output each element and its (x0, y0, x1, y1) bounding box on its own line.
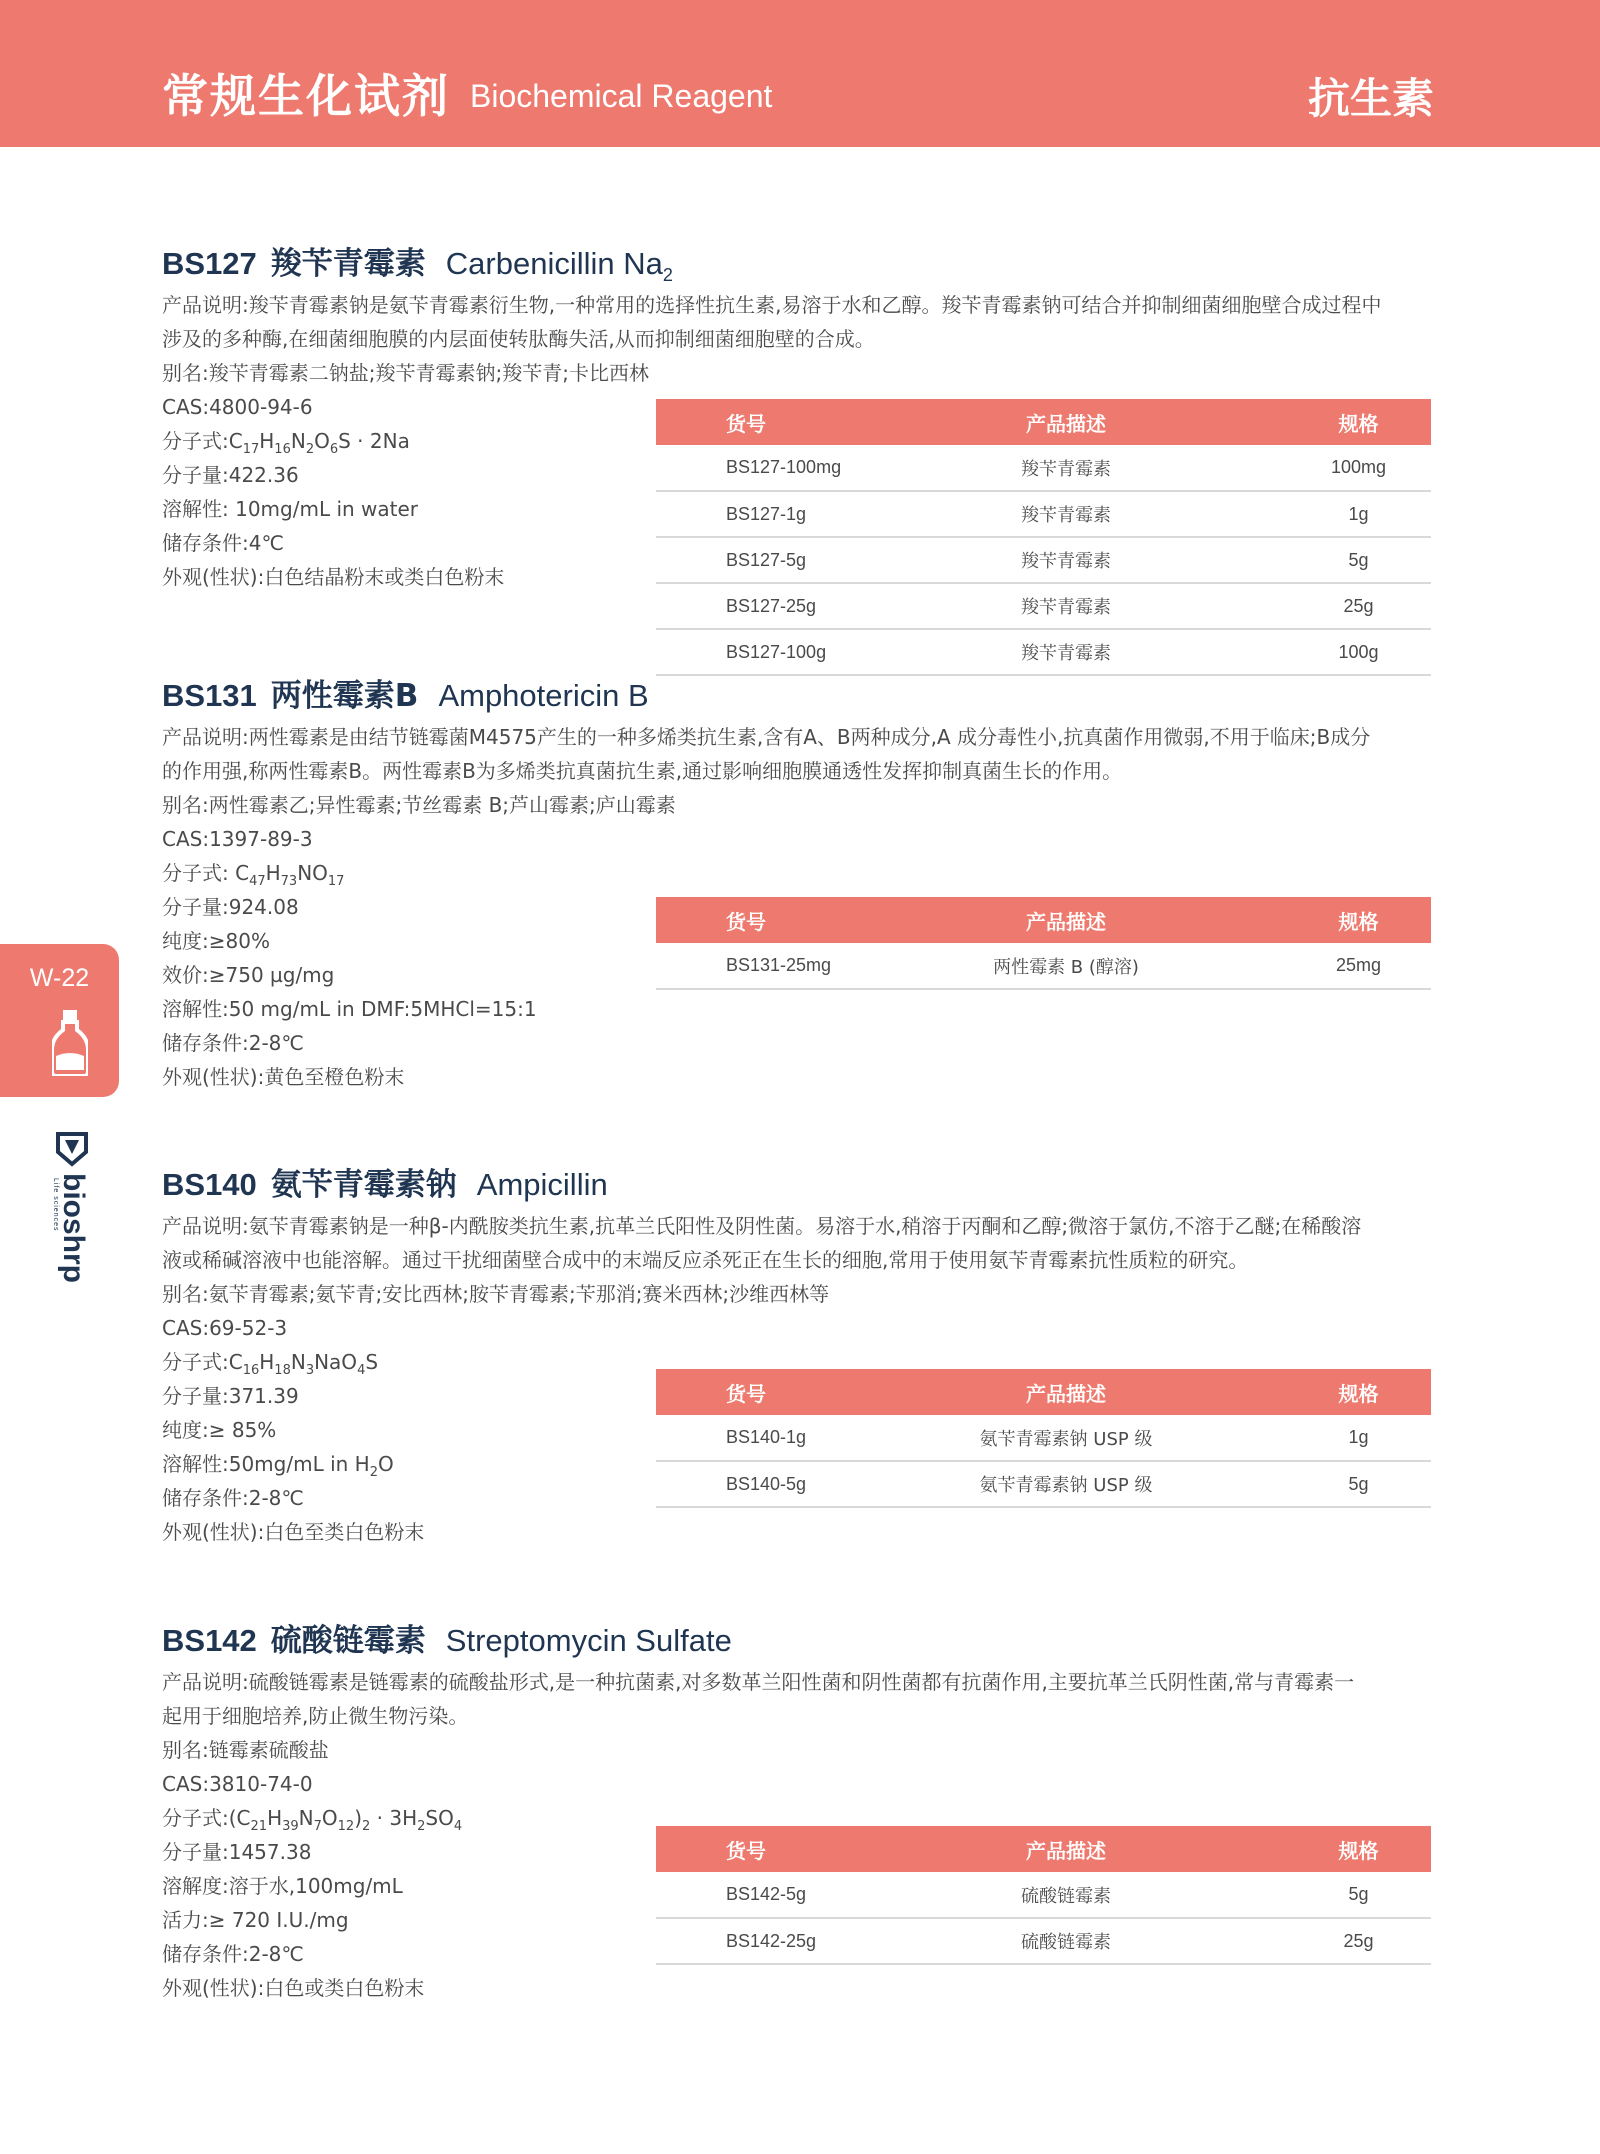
col-header-spec: 规格 (1236, 1826, 1431, 1872)
product-name-en: Carbenicillin $Na_2$ (445, 246, 673, 286)
product-cas: CAS:4800-94-6 (162, 395, 313, 419)
product-section-bs142 (162, 1615, 1432, 2005)
product-section-bs140 (162, 1159, 1432, 1549)
product-code: BS142 (162, 1623, 257, 1658)
table-row: BS127-1g 羧苄青霉素 1g (656, 491, 1431, 537)
col-header-code: 货号 (656, 399, 896, 445)
product-solubility: 溶解性: 10mg/mL in water (162, 497, 419, 521)
page-number: W-22 (29, 964, 90, 992)
product-name-cn: 两性霉素B (270, 678, 419, 714)
product-cas: CAS:3810-74-0 (162, 1772, 313, 1796)
brand-name: bioshrp (57, 1173, 90, 1283)
col-header-desc: 产品描述 (896, 897, 1236, 943)
header-category: 抗生素 (1307, 74, 1434, 123)
product-mw: 分子量:1457.38 (162, 1840, 312, 1864)
product-description: 产品说明:羧苄青霉素钠是氨苄青霉素衍生物,一种常用的选择性抗生素,易溶于水和乙醇。羧苄青霉素钠可结合并抑制细菌细胞壁合成过程中 (162, 293, 1382, 317)
table-row: BS127-25g 羧苄青霉素 25g (656, 583, 1431, 629)
col-header-code: 货号 (656, 1369, 896, 1415)
header-title-cn: 常规生化试剂 (162, 69, 450, 123)
product-description: 产品说明:硫酸链霉素是链霉素的硫酸盐形式,是一种抗菌素,对多数革兰阳性菌和阴性菌都有抗菌作用,主要抗革兰氏阴性菌,常与青霉素一 (162, 1670, 1355, 1694)
product-solubility: 溶解性:50mg/mL in $H_2O$ (162, 1452, 394, 1480)
product-storage: 储存条件:2-8℃ (162, 1942, 304, 1966)
product-alias: 别名:羧苄青霉素二钠盐;羧苄青霉素钠;羧苄青;卡比西林 (162, 361, 649, 385)
product-solubility: 溶解度:溶于水,100mg/mL (162, 1874, 403, 1898)
product-code: BS140 (162, 1167, 257, 1202)
header-title-en: Biochemical Reagent (470, 78, 773, 114)
table-row: BS140-5g 氨苄青霉素钠 USP 级 5g (656, 1461, 1431, 1507)
product-title (162, 1159, 1432, 1203)
product-alias: 别名:氨苄青霉素;氨苄青;安比西林;胺苄青霉素;苄那消;赛米西林;沙维西林等 (162, 1282, 830, 1306)
product-description-cont: 起用于细胞培养,防止微生物污染。 (162, 1704, 469, 1728)
product-name-cn: 氨苄青霉素钠 (270, 1167, 457, 1203)
col-header-desc: 产品描述 (896, 1369, 1236, 1415)
bottle-icon (52, 1010, 88, 1076)
product-description-cont: 的作用强,称两性霉素B。两性霉素B为多烯类抗真菌抗生素,通过影响细胞膜通透性发挥抑制真菌生长的作用。 (162, 759, 1123, 783)
table-row: BS127-100g 羧苄青霉素 100g (656, 629, 1431, 675)
product-name-cn: 硫酸链霉素 (270, 1623, 426, 1659)
product-storage: 储存条件:4℃ (162, 531, 284, 555)
product-mw: 分子量:422.36 (162, 463, 299, 487)
spec-table (656, 399, 1431, 676)
product-storage: 储存条件:2-8℃ (162, 1031, 304, 1055)
product-alias: 别名:两性霉素乙;异性霉素;节丝霉素 B;芦山霉素;庐山霉素 (162, 793, 676, 817)
col-header-spec: 规格 (1236, 897, 1431, 943)
col-header-desc: 产品描述 (896, 1826, 1236, 1872)
product-formula: 分子式: $C_{47}H_{73}NO_{17}$ (162, 861, 345, 889)
product-cas: CAS:69-52-3 (162, 1316, 288, 1340)
product-formula: 分子式$:C_{17}H_{16}N_2O_6S \cdot 2Na$ (162, 429, 410, 457)
product-description-cont: 涉及的多种酶,在细菌细胞膜的内层面使转肽酶失活,从而抑制细菌细胞壁的合成。 (162, 327, 875, 351)
product-appearance: 外观(性状):白色或类白色粉末 (162, 1976, 425, 2000)
product-description-cont: 液或稀碱溶液中也能溶解。通过干扰细菌壁合成中的末端反应杀死正在生长的细胞,常用于使用氨苄青霉素抗性质粒的研究。 (162, 1248, 1249, 1272)
product-appearance: 外观(性状):黄色至橙色粉末 (162, 1065, 405, 1089)
brand-mark-icon (52, 1128, 92, 1168)
product-name-en: Ampicillin (476, 1167, 608, 1202)
table-row: BS127-100mg 羧苄青霉素 100mg (656, 445, 1431, 491)
spec-table (656, 1826, 1431, 1965)
product-section-bs127 (162, 238, 1432, 664)
col-header-spec: 规格 (1236, 1369, 1431, 1415)
product-title (162, 1615, 1432, 1659)
table-row: BS142-5g 硫酸链霉素 5g (656, 1872, 1431, 1918)
col-header-code: 货号 (656, 1826, 896, 1872)
product-description: 产品说明:两性霉素是由结节链霉菌M4575产生的一种多烯类抗生素,含有A、B两种成分,A 成分毒性小,抗真菌作用微弱,不用于临床;B成分 (162, 725, 1371, 749)
product-formula: 分子式$:C_{16}H_{18}N_3NaO_4S$ (162, 1350, 379, 1378)
page-header (0, 0, 1600, 147)
product-mw: 分子量:371.39 (162, 1384, 299, 1408)
product-solubility: 溶解性:50 mg/mL in DMF:5MHCl=15:1 (162, 997, 537, 1021)
product-purity: 纯度:≥80% (162, 929, 270, 953)
col-header-desc: 产品描述 (896, 399, 1236, 445)
product-description: 产品说明:氨苄青霉素钠是一种β-内酰胺类抗生素,抗革兰氏阳性及阴性菌。易溶于水,稍溶于丙酮和乙醇;微溶于氯仿,不溶于乙醚;在稀酸溶 (162, 1214, 1362, 1238)
product-activity: 活力:≥ 720 I.U./mg (162, 1908, 349, 1932)
col-header-spec: 规格 (1236, 399, 1431, 445)
spec-table (656, 1369, 1431, 1508)
product-appearance: 外观(性状):白色至类白色粉末 (162, 1520, 425, 1544)
product-title (162, 670, 1432, 714)
product-alias: 别名:链霉素硫酸盐 (162, 1738, 329, 1762)
spec-table (656, 897, 1431, 990)
bioshrp-logo (52, 1128, 92, 1308)
product-potency: 效价:≥750 µg/mg (162, 963, 335, 987)
product-title (162, 238, 1432, 286)
product-formula: 分子式$:(C_{21}H_{39}N_7O_{12})_2 \cdot 3H_2SO_4$ (162, 1806, 463, 1834)
table-row: BS142-25g 硫酸链霉素 25g (656, 1918, 1431, 1964)
product-name-en: Streptomycin Sulfate (445, 1623, 732, 1658)
product-purity: 纯度:≥ 85% (162, 1418, 277, 1442)
product-name-en: Amphotericin B (438, 678, 649, 713)
product-name-cn: 羧苄青霉素 (270, 246, 426, 282)
table-row: BS131-25mg 两性霉素 B (醇溶) 25mg (656, 943, 1431, 989)
side-page-tab (0, 944, 119, 1097)
product-appearance: 外观(性状):白色结晶粉末或类白色粉末 (162, 565, 505, 589)
product-storage: 储存条件:2-8℃ (162, 1486, 304, 1510)
product-cas: CAS:1397-89-3 (162, 827, 313, 851)
table-row: BS140-1g 氨苄青霉素钠 USP 级 1g (656, 1415, 1431, 1461)
product-code: BS127 (162, 246, 257, 281)
product-mw: 分子量:924.08 (162, 895, 299, 919)
table-row: BS127-5g 羧苄青霉素 5g (656, 537, 1431, 583)
product-section-bs131 (162, 670, 1432, 1094)
brand-subtitle: Life sciences (52, 1178, 59, 1232)
col-header-code: 货号 (656, 897, 896, 943)
product-code: BS131 (162, 678, 257, 713)
